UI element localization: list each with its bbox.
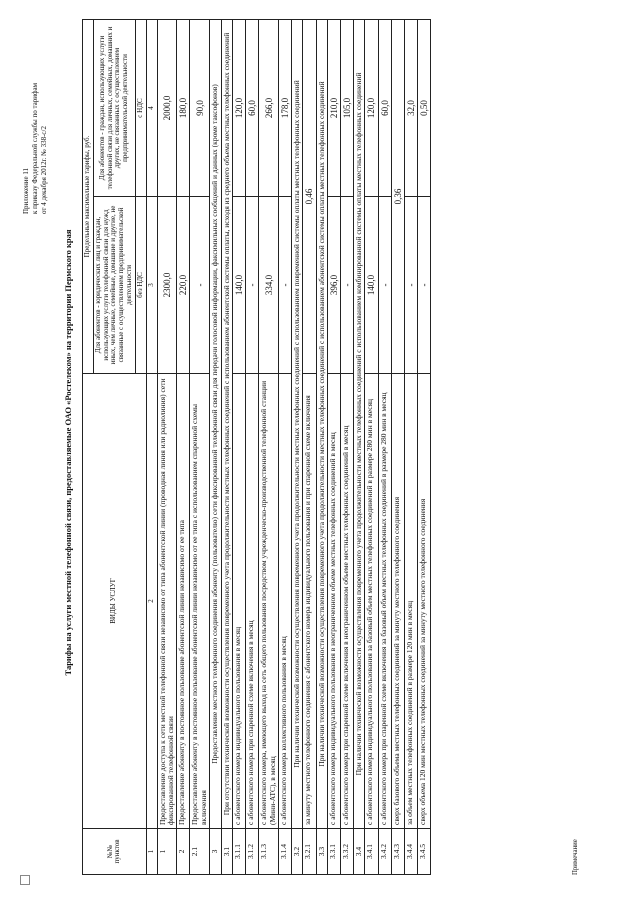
row-number: 3.1 [221, 829, 232, 875]
header-legal: Для абонентов - юридических лиц и граждан, использующих услуги телефонной связи для нужд иных, чем личные, семейные, домашние и другие, не связанные с осуществлением предпринимательской деятельности [93, 197, 135, 374]
row-number: 2.1 [190, 829, 210, 875]
service-description: за объем местных телефонных соединений в размере 120 мин в месяц [404, 374, 417, 829]
tariff-rows [157, 20, 430, 875]
service-description: с абонентского номера при спаренной схеме включения за базовый объем местных телефонных соединений в размере 280 мин в месяц [378, 374, 391, 829]
table-row [157, 20, 177, 875]
tariff-legal: 140,0 [233, 197, 246, 374]
tariff-citizen: 266,0 [259, 20, 279, 197]
table-row [303, 20, 316, 875]
header-vat-legal: без НДС [135, 197, 146, 374]
service-description: с абонентского номера коллективного пользования в месяц [278, 374, 291, 829]
column-index: 1 [146, 829, 157, 875]
service-description: с абонентского номера индивидуального пользования в месяц [233, 374, 246, 829]
tariff-citizen: 120,0 [233, 20, 246, 197]
service-description: с абонентского номера при спаренной схеме включения в неограниченном объеме местных телефонных соединений в месяц [341, 374, 354, 829]
tariff-legal: - [341, 197, 354, 374]
document-sheet [20, 20, 620, 885]
row-number: 3.4.1 [365, 829, 378, 875]
table-row [221, 20, 232, 875]
table-row [177, 20, 190, 875]
tariff-shared: 0,36 [391, 20, 404, 374]
column-index: 2 [146, 374, 157, 829]
service-description: Предоставление абоненту в постоянное пользование абонентской линии независимо от ее типа [177, 374, 190, 829]
table-row [404, 20, 417, 875]
tariff-legal: - [278, 197, 291, 374]
tariff-table [82, 19, 431, 875]
table-row [259, 20, 279, 875]
section-heading: Предоставление местного телефонного соединения абоненту (пользователю) сети фиксированной телефонной связи для передачи голосовой информации, факсимильных сообщений и данных (кроме таксофонов) [210, 20, 221, 829]
table-row [365, 20, 378, 875]
tariff-citizen: 120,0 [365, 20, 378, 197]
tariff-legal: - [246, 197, 259, 374]
row-number: 3.4.2 [378, 829, 391, 875]
tariff-legal: 2300,0 [157, 197, 177, 374]
row-number: 3.1.1 [233, 829, 246, 875]
table-row [292, 20, 303, 875]
tariff-citizen: 32,0 [404, 20, 417, 197]
service-description: сверх базового объема местных телефонных соединений за минуту местного телефонного соединения [391, 374, 404, 829]
tariff-legal: 140,0 [365, 197, 378, 374]
notes-label: Примечание [572, 839, 579, 875]
service-description: с абонентского номера индивидуального пользования за базовый объем местных телефонных соединений в размере 280 мин в месяц [365, 374, 378, 829]
header-tariffs: Предельные максимальные тарифы, руб. [83, 20, 94, 374]
row-number: 3.3.1 [327, 829, 340, 875]
row-number: 3.4.5 [417, 829, 430, 875]
table-row [341, 20, 354, 875]
section-heading: При наличии технической возможности осуществления повременного учета продолжительности местных телефонных соединений с использованием комбинированной системы оплаты местных телефонных соединений [354, 20, 365, 829]
tariff-citizen: 178,0 [278, 20, 291, 197]
tariff-legal: 220,0 [177, 197, 190, 374]
tariff-legal: 396,0 [327, 197, 340, 374]
section-heading: При отсутствии технической возможности осуществления повременного учета продолжительности местных телефонных соединений с использованием абонентской системы оплаты, исходя из среднего объема местных телефонных соединений [221, 20, 232, 829]
table-row [316, 20, 327, 875]
row-number: 3.3 [316, 829, 327, 875]
tariff-legal: - [190, 197, 210, 374]
tariff-legal: 334,0 [259, 197, 279, 374]
section-heading: При наличии технической возможности осуществления повременного учета продолжительности местных телефонных соединений с использованием повременной системы оплаты местных телефонных соединений [292, 20, 303, 829]
tariff-legal: - [404, 197, 417, 374]
table-row [233, 20, 246, 875]
approval-line: Приложение 11 [22, 167, 30, 214]
table-row [190, 20, 210, 875]
table-row [327, 20, 340, 875]
service-description: с абонентского номера при спаренной схеме включения в месяц [246, 374, 259, 829]
row-number: 3 [210, 829, 221, 875]
table-row [378, 20, 391, 875]
approval-block [22, 24, 49, 214]
section-heading: При наличии технической возможности осуществления повременного учета продолжительности местных телефонных соединений с использованием абонентской системы оплаты местных телефонных соединений [316, 20, 327, 829]
approval-line: к приказу Федеральной службы по тарифам [31, 82, 40, 214]
tariff-citizen: 60,0 [246, 20, 259, 197]
table-row [210, 20, 221, 875]
row-number: 2 [177, 829, 190, 875]
row-number: 3.1.4 [278, 829, 291, 875]
service-description: сверх объема 120 мин местных телефонных соединений за минуту местного телефонного соединения [417, 374, 430, 829]
service-description: за минуту местного телефонного соединения с абонентского номера индивидуального пользования и при спаренной схеме включения [303, 374, 316, 829]
row-number: 3.2 [292, 829, 303, 875]
tariff-shared: 0,46 [303, 20, 316, 374]
table-row [354, 20, 365, 875]
row-number: 3.4 [354, 829, 365, 875]
service-description: Предоставление абоненту в постоянное пользование абонентской линии независимо от ее типа с использованием спаренной схемы включения [190, 374, 210, 829]
tariff-citizen: 90,0 [190, 20, 210, 197]
tariff-legal: - [378, 197, 391, 374]
row-number: 3.3.2 [341, 829, 354, 875]
notes-block [572, 20, 580, 875]
tariff-citizen: 2000,0 [157, 20, 177, 197]
tariff-citizen: 0,50 [417, 20, 430, 197]
table-row [246, 20, 259, 875]
row-number: 3.4.3 [391, 829, 404, 875]
header-vat-citizen: с НДС [135, 20, 146, 197]
document-title: Тарифы на услуги местной телефонной связи, предоставляемые ОАО «Ростелеком» на территории Пермского края [63, 229, 73, 676]
tariff-citizen: 105,0 [341, 20, 354, 197]
header-number: №№ пунктов [83, 829, 147, 875]
row-number: 1 [157, 829, 177, 875]
header-citizen: Для абонентов - граждан, использующих услуги телефонной связи для личных, семейных, домашних и других, не связанных с осуществлением предпринимательской деятельности [93, 20, 135, 197]
tariff-citizen: 180,0 [177, 20, 190, 197]
row-number: 3.2.1 [303, 829, 316, 875]
header-service: ВИДЫ УСЛУГ [83, 374, 147, 829]
service-description: с абонентского номера, имеющего выход на сеть общего пользования посредством учрежденческо-производственной телефонной станции (Мини-АТС), в месяц [259, 374, 279, 829]
table-row [417, 20, 430, 875]
column-index: 4 [146, 20, 157, 197]
approval-line: от 4 декабря 2012г. № 338-с/2 [40, 126, 49, 214]
column-index: 3 [146, 197, 157, 374]
row-number: 3.1.3 [259, 829, 279, 875]
tariff-legal: - [417, 197, 430, 374]
tariff-citizen: 210,0 [327, 20, 340, 197]
service-description: Предоставление доступа к сети местной телефонной связи независимо от типа абонентской линии (проводная линия или радиолиния) сети фиксированной телефонной связи [157, 374, 177, 829]
table-row [278, 20, 291, 875]
service-description: с абонентского номера индивидуального пользования в неограниченном объеме местных телефонных соединений в месяц [327, 374, 340, 829]
row-number: 3.4.4 [404, 829, 417, 875]
tariff-citizen: 60,0 [378, 20, 391, 197]
table-row [391, 20, 404, 875]
row-number: 3.1.2 [246, 829, 259, 875]
